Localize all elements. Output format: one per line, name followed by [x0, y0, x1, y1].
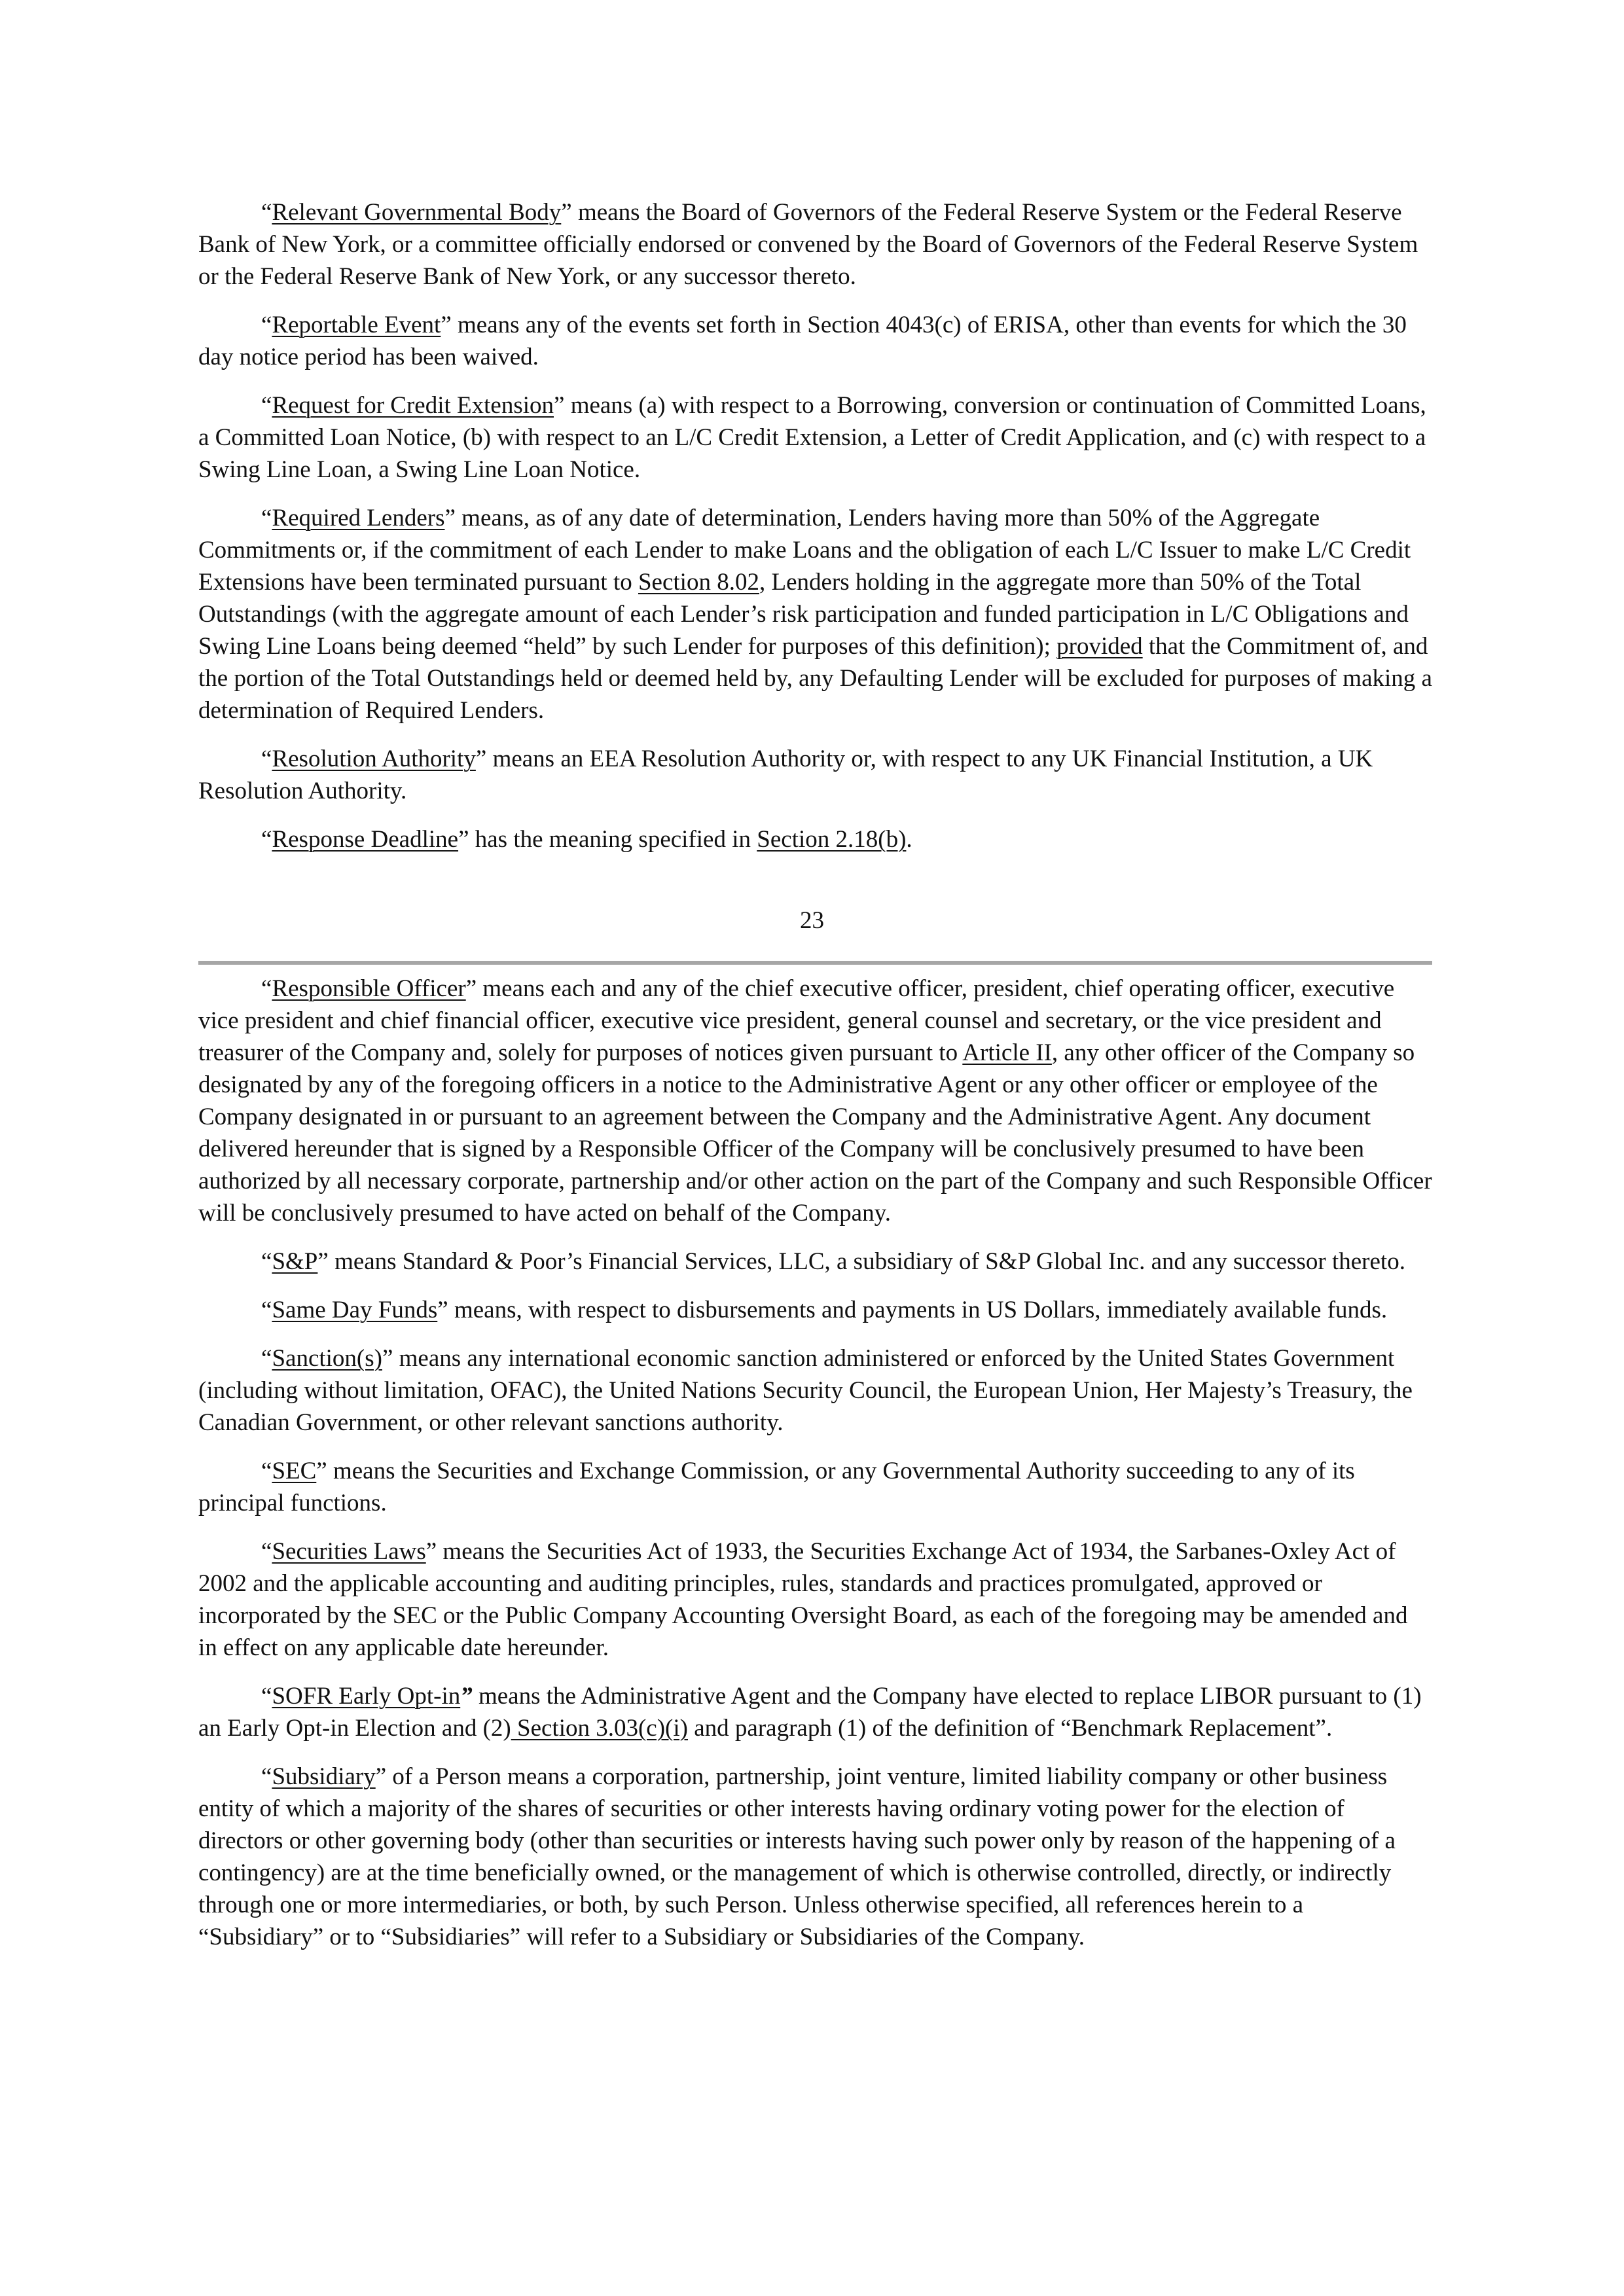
definition-sofr-early-opt-in	[198, 1680, 1432, 1744]
close-quote: ”	[444, 505, 456, 531]
definition-text: means the Board of Governors of the Federal Reserve System or the Federal Reserve Bank of New York, or a committee officially endorsed or convened by the Board of Governors of the Federal Reserve System or the Federal Reserve Bank of New York, or any successor thereto.	[198, 199, 1418, 290]
open-quote: “	[261, 745, 272, 772]
definition-s-and-p	[198, 1246, 1432, 1278]
page-24-body	[198, 973, 1432, 1969]
close-quote: ”	[465, 975, 477, 1002]
definition-text: means the Securities Act of 1933, the Securities Exchange Act of 1934, the Sarbanes-Oxley Act of 2002 and the applicable accounting and auditing principles, rules, standards and practices promulgated, approved or incorporated by the SEC or the Public Company Accounting Oversight Board, as each of the foregoing may be amended and in effect on any applicable date hereunder.	[198, 1538, 1408, 1661]
definition-text: means any of the events set forth in Section 4043(c) of ERISA, other than events for which the 30 day notice period has been waived.	[198, 312, 1407, 370]
open-quote: “	[261, 1763, 272, 1790]
close-quote: ”	[554, 392, 565, 419]
definition-text: means the Securities and Exchange Commission, or any Governmental Authority succeeding to any of its principal functions.	[198, 1458, 1355, 1516]
definition-subsidiary	[198, 1761, 1432, 1953]
open-quote: “	[261, 392, 272, 419]
definition-text: means any international economic sanction administered or enforced by the United States Government (including without limitation, OFAC), the United Nations Security Council, the European Union, Her Majesty’s Treasury, the Canadian Government, or other relevant sanctions authority.	[198, 1345, 1413, 1436]
defined-term: Response Deadline	[272, 826, 459, 853]
open-quote: “	[261, 199, 272, 226]
defined-term: Relevant Governmental Body	[272, 199, 562, 226]
definition-response-deadline	[198, 823, 1432, 855]
definition-text: means, with respect to disbursements and payments in US Dollars, immediately available funds.	[448, 1297, 1388, 1323]
close-quote: ”	[375, 1763, 387, 1790]
definition-reportable-event	[198, 309, 1432, 373]
open-quote: “	[261, 826, 272, 853]
definition-text: , any other officer of the Company so designated by any of the foregoing officers in a notice to the Administrative Agent or any other officer or employee of the Company designated in or pursuant to an agreement between the Company and the Administrative Agent. Any document delivered hereunder that is signed by a Responsible Officer of the Company will be conclusively presumed to have been authorized by all necessary corporate, partnership and/or other action on the part of the Company and such Responsible Officer will be conclusively presumed to have acted on behalf of the Company.	[198, 1039, 1432, 1227]
cross-reference-section-8-02: Section 8.02	[638, 569, 759, 596]
close-quote: ”	[437, 1297, 448, 1323]
defined-term: Reportable Event	[272, 312, 441, 338]
open-quote: “	[261, 1538, 272, 1565]
defined-term: Same Day Funds	[272, 1297, 438, 1323]
definition-text: means Standard & Poor’s Financial Services, LLC, a subsidiary of S&P Global Inc. and any successor thereto.	[328, 1248, 1405, 1275]
close-quote: ”	[441, 312, 452, 338]
definition-required-lenders	[198, 502, 1432, 726]
definition-same-day-funds	[198, 1294, 1432, 1326]
defined-term: Required Lenders	[272, 505, 445, 531]
defined-term: Securities Laws	[272, 1538, 426, 1565]
open-quote: “	[261, 1297, 272, 1323]
open-quote: “	[261, 505, 272, 531]
close-quote: ”	[425, 1538, 437, 1565]
definition-resolution-authority	[198, 743, 1432, 807]
close-quote: ”	[460, 1683, 473, 1710]
close-quote: ”	[458, 826, 469, 853]
open-quote: “	[261, 975, 272, 1002]
close-quote: ”	[475, 745, 487, 772]
definition-securities-laws	[198, 1535, 1432, 1664]
defined-term: Responsible Officer	[272, 975, 466, 1002]
page-divider	[198, 961, 1432, 965]
definition-text: and paragraph (1) of the definition of “Benchmark Replacement”.	[687, 1715, 1333, 1742]
defined-term: Subsidiary	[272, 1763, 376, 1790]
open-quote: “	[261, 1345, 272, 1372]
close-quote: ”	[316, 1458, 327, 1484]
proviso-term: provided	[1056, 633, 1143, 660]
defined-term: Resolution Authority	[272, 745, 476, 772]
defined-term: Request for Credit Extension	[272, 392, 554, 419]
definition-text: means each and any of the chief executive officer, president, chief operating officer, executive vice president and chief financial officer, executive vice president, general counsel and secretary, or the vice president and treasurer of the Company and, solely for purposes of notices given pursuant to	[198, 975, 1395, 1066]
definition-text: , Lenders holding in the aggregate more than 50% of the Total Outstandings (with the aggregate amount of each Lender’s risk participation and funded participation in L/C Obligations and Swing Line Loans being deemed “held” by such Lender for purposes of this definition);	[198, 569, 1409, 660]
page-23-body	[198, 196, 1432, 872]
defined-term: S&P	[272, 1248, 318, 1275]
definition-text: .	[906, 826, 912, 853]
definition-text: that the Commitment of, and the portion of the Total Outstandings held or deemed held by, any Defaulting Lender will be excluded for purposes of making a determination of Required Lenders.	[198, 633, 1432, 724]
open-quote: “	[261, 1458, 272, 1484]
definition-text: means (a) with respect to a Borrowing, conversion or continuation of Committed Loans, a Committed Loan Notice, (b) with respect to an L/C Credit Extension, a Letter of Credit Application, and (c) with respect to a Swing Line Loan, a Swing Line Loan Notice.	[198, 392, 1426, 483]
close-quote: ”	[382, 1345, 393, 1372]
defined-term: SEC	[272, 1458, 317, 1484]
defined-term: SOFR Early Opt-in	[272, 1683, 461, 1710]
cross-reference-section-3-03-c-i: Section 3.03(c)(i)	[511, 1715, 688, 1742]
open-quote: “	[261, 312, 272, 338]
close-quote: ”	[561, 199, 572, 226]
open-quote: “	[261, 1248, 272, 1275]
page-number: 23	[800, 907, 824, 934]
close-quote: ”	[317, 1248, 329, 1275]
definition-text: means the Administrative Agent and the Company have elected to replace LIBOR pursuant to (1) an Early Opt-in Election and (2)	[198, 1683, 1422, 1742]
open-quote: “	[261, 1683, 272, 1710]
definition-text: has the meaning specified in	[469, 826, 757, 853]
cross-reference-section-2-18-b: Section 2.18(b)	[757, 826, 907, 853]
definition-responsible-officer	[198, 973, 1432, 1229]
defined-term: Sanction(s)	[272, 1345, 382, 1372]
definition-text: means, as of any date of determination, Lenders having more than 50% of the Aggregate Commitments or, if the commitment of each Lender to make Loans and the obligation of each L/C Issuer to make L/C Credit Extensions have been terminated pursuant to	[198, 505, 1411, 596]
definition-sec	[198, 1455, 1432, 1519]
definition-text: means an EEA Resolution Authority or, with respect to any UK Financial Institution, a UK Resolution Authority.	[198, 745, 1373, 804]
definition-sanctions	[198, 1342, 1432, 1439]
definition-text: of a Person means a corporation, partnership, joint venture, limited liability company or other business entity of which a majority of the shares of securities or other interests having ordinary voting power for the election of directors or other governing body (other than securities or interests having such power only by reason of the happening of a contingency) are at the time beneficially owned, or the management of which is otherwise controlled, directly, or indirectly through one or more intermediaries, or both, by such Person. Unless otherwise specified, all references herein to a “Subsidiary” or to “Subsidiaries” will refer to a Subsidiary or Subsidiaries of the Company.	[198, 1763, 1396, 1950]
definition-relevant-governmental-body	[198, 196, 1432, 293]
cross-reference-article-ii: Article II	[962, 1039, 1052, 1066]
definition-request-for-credit-extension	[198, 389, 1432, 486]
